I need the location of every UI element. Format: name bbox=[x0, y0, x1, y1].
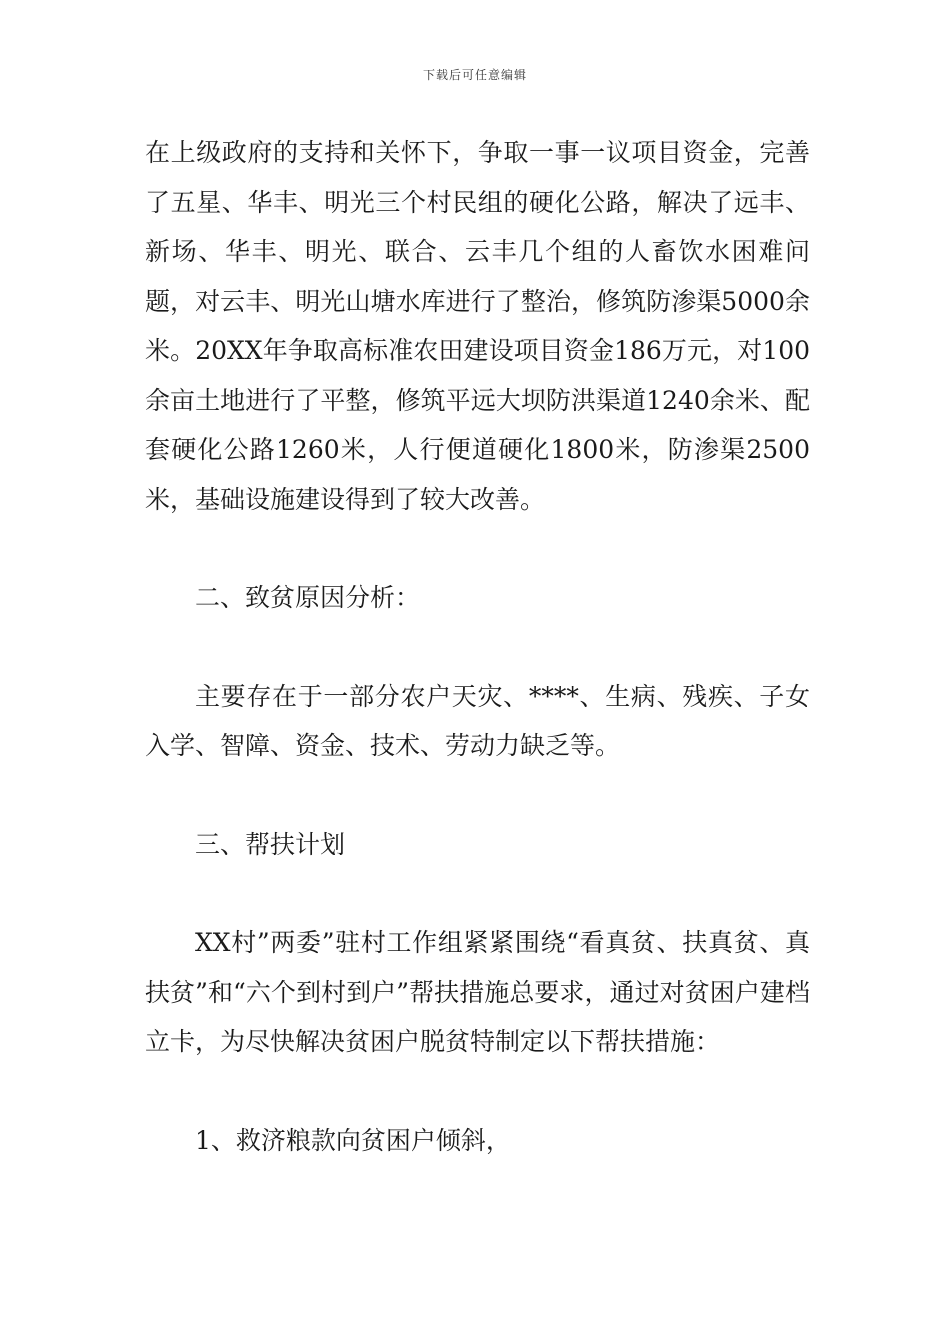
list-item-relief-grain: 1、救济粮款向贫困户倾斜， bbox=[195, 1125, 511, 1155]
header-note: 下载后可任意编辑 bbox=[422, 68, 527, 82]
paragraph-poverty-causes: 主要存在于一部分农户天灾、****、生病、残疾、子女入学、智障、资金、技术、劳动力缺乏等。 bbox=[145, 681, 810, 760]
section-heading-poverty-causes: 二、致贫原因分析： bbox=[195, 583, 421, 612]
paragraph-assistance-plan: XX村”两委”驻村工作组紧紧围绕“看真贫、扶真贫、真扶贫”和“六个到村到户”帮扶措施总要求，通过对贫困户建档立卡，为尽快解决贫困户脱贫特制定以下帮扶措施： bbox=[145, 928, 810, 1056]
document-body bbox=[145, 128, 810, 1165]
paragraph-infrastructure: 在上级政府的支持和关怀下，争取一事一议项目资金，完善了五星、华丰、明光三个村民组的硬化公路，解决了远丰、新场、华丰、明光、联合、云丰几个组的人畜饮水困难问题，对云丰、明光山塘水库进行了整治，修筑防渗渠5000余米。20XX年争取高标准农田建设项目资金186万元，对100余亩土地进行了平整，修筑平远大坝防洪渠道1240余米、配套硬化公路1260米，人行便道硬化1800米，防渗渠2500米，基础设施建设得到了较大改善。 bbox=[145, 138, 810, 514]
section-heading-assistance-plan: 三、帮扶计划 bbox=[195, 829, 346, 859]
